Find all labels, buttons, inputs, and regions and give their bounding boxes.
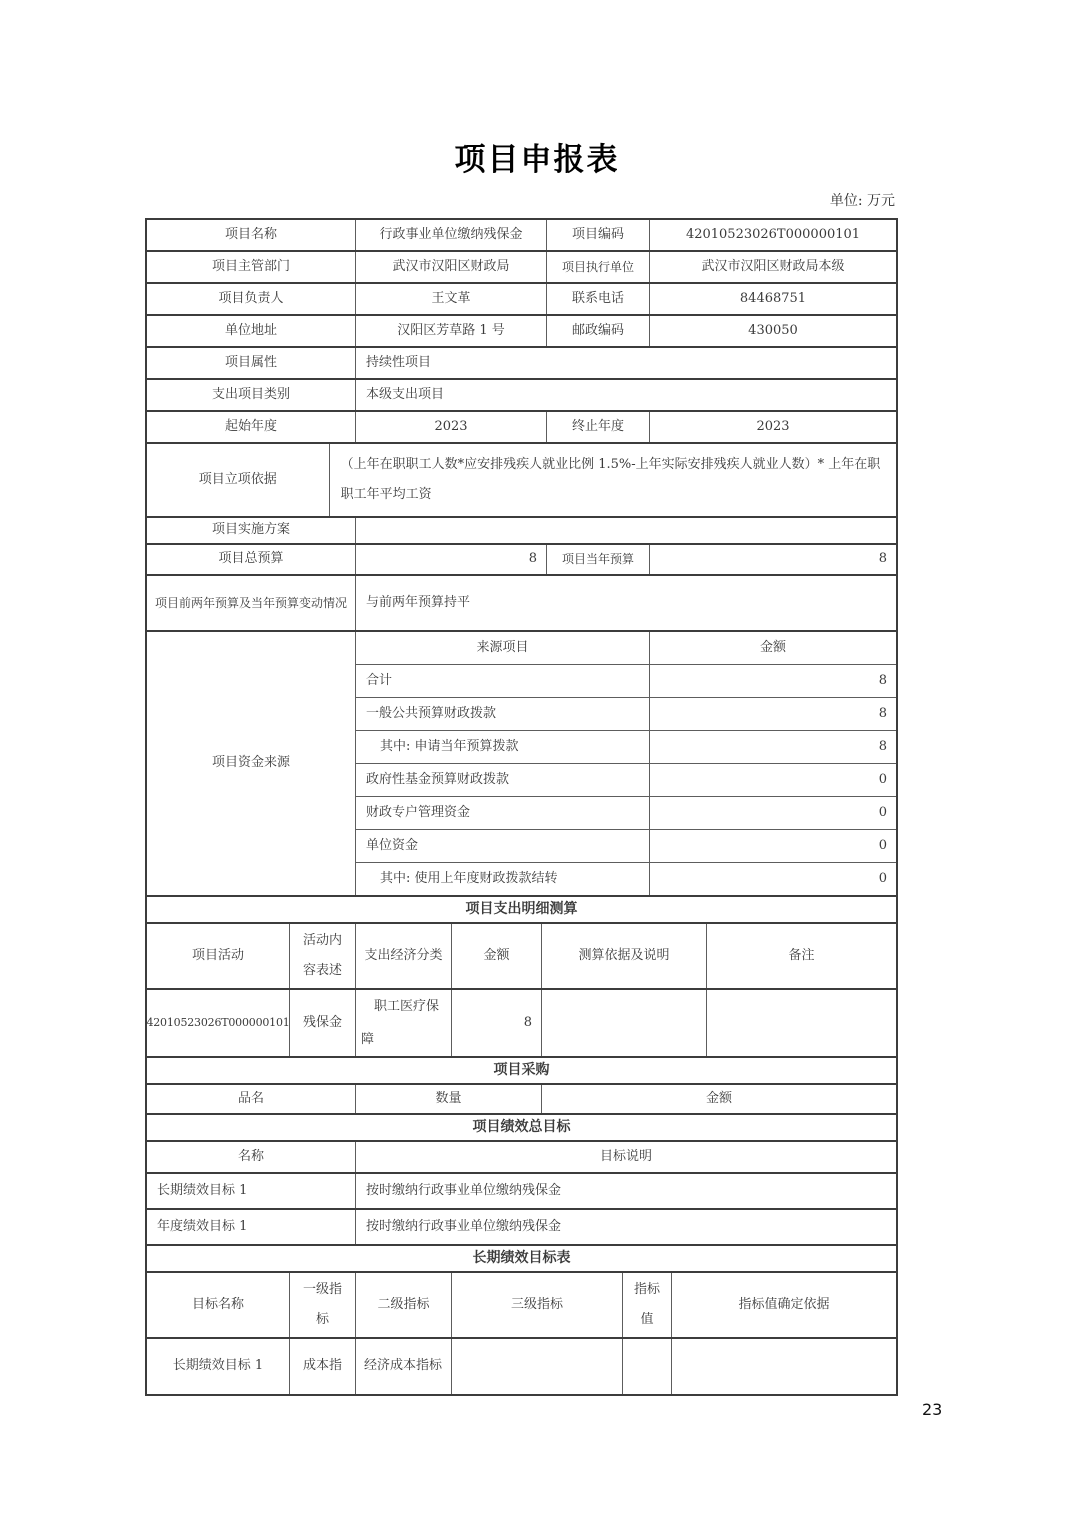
table-row: [147, 518, 896, 545]
funding-source-name: 其中: 使用上年度财政拨款结转: [356, 863, 650, 895]
expenditure-category-label: 支出项目类别: [147, 380, 356, 410]
funding-header-row: [356, 632, 896, 665]
longterm-table-title: 长期绩效目标表: [472, 1249, 571, 1266]
indicator-value-cell: [623, 1339, 672, 1394]
procurement-title: 项目采购: [493, 1061, 550, 1078]
target-name-header: 目标名称: [147, 1273, 290, 1337]
project-attribute-value: 持续性项目: [366, 354, 432, 370]
address-value: 汉阳区芳草路 1 号: [356, 316, 547, 346]
project-name-value: 行政事业单位缴纳残保金: [356, 220, 547, 250]
funding-source-name: 一般公共预算财政拨款: [356, 698, 650, 730]
funding-source-name: 其中: 申请当年预算拨款: [356, 731, 650, 763]
project-basis-value: [330, 444, 896, 516]
longterm-data-row: [147, 1339, 896, 1394]
annual-goal-name: 年度绩效目标 1: [147, 1210, 356, 1244]
note-header: 备注: [788, 947, 815, 963]
goal-name-header: 名称: [147, 1142, 356, 1172]
supervisor-dept-label: 项目主管部门: [147, 252, 356, 282]
activity-content-header: 活动内容表述: [290, 924, 356, 988]
address-label: 单位地址: [147, 316, 356, 346]
funding-row: [356, 797, 896, 830]
calc-basis-value: [542, 990, 707, 1056]
page-title: 项目申报表: [454, 142, 620, 178]
level1-indicator-value: 成本指: [290, 1339, 356, 1394]
funding-row: [356, 731, 896, 764]
table-row: [147, 1058, 896, 1085]
project-basis-text: （上年在职职工人数*应安排残疾人就业比例 1.5%-上年实际安排残疾人就业人数）* 上年在职职工年平均工资: [340, 457, 881, 502]
implementation-plan-label: 项目实施方案: [147, 518, 356, 543]
funding-row: [356, 698, 896, 731]
longterm-goal-name: 长期绩效目标 1: [147, 1174, 356, 1208]
supervisor-dept-value: 武汉市汉阳区财政局: [356, 252, 547, 282]
funding-amount-header: 金额: [759, 639, 786, 655]
performance-header-row: [147, 1142, 896, 1174]
expenditure-detail-title: 项目支出明细测算: [465, 900, 578, 917]
note-value: [707, 990, 896, 1056]
level3-indicator-header: 三级指标: [452, 1273, 623, 1337]
goal-desc-header: 目标说明: [599, 1148, 652, 1164]
calc-basis-header: 测算依据及说明: [542, 924, 707, 988]
project-name-label: 项目名称: [147, 220, 356, 250]
procurement-header-row: [147, 1085, 896, 1115]
table-row: [147, 576, 896, 632]
item-name-header: 品名: [147, 1085, 356, 1113]
current-year-budget-value: 8: [878, 551, 887, 567]
funding-amount: 0: [878, 804, 887, 820]
level2-indicator-value: 经济成本指标: [356, 1339, 452, 1394]
table-row: [147, 412, 896, 444]
funding-source-name: 财政专户管理资金: [356, 797, 650, 829]
executing-unit-value: 武汉市汉阳区财政局本级: [701, 258, 845, 274]
quantity-header: 数量: [356, 1085, 542, 1113]
table-row: [147, 545, 896, 576]
longterm-goal-desc: 按时缴纳行政事业单位缴纳残保金: [366, 1182, 562, 1198]
implementation-plan-value: [356, 518, 896, 543]
activity-value: 42010523026T000000101: [147, 990, 290, 1056]
funding-source-name: 单位资金: [356, 830, 650, 862]
table-row: [147, 220, 896, 252]
funding-amount: 8: [878, 738, 887, 754]
unit-note: 单位: 万元: [829, 193, 895, 209]
level1-indicator-header: 一级指标: [290, 1273, 356, 1337]
application-form-table: [145, 218, 898, 1396]
economic-category-value: [356, 990, 452, 1056]
funding-source-subtable: [356, 632, 896, 895]
total-budget-value: 8: [356, 545, 547, 574]
phone-value: 84468751: [739, 290, 807, 306]
funding-amount: 0: [878, 771, 887, 787]
amount-header: 金额: [452, 924, 542, 988]
executing-unit-label: 项目执行单位: [547, 252, 650, 282]
expenditure-category-value: 本级支出项目: [366, 386, 445, 402]
table-row: [147, 316, 896, 348]
project-leader-value: 王文革: [356, 284, 547, 314]
table-row: [147, 444, 896, 518]
postcode-label: 邮政编码: [547, 316, 650, 346]
total-budget-label: 项目总预算: [147, 545, 356, 574]
funding-amount: 0: [878, 870, 887, 886]
performance-goal-row: [147, 1174, 896, 1210]
activity-content-value: 残保金: [290, 990, 356, 1056]
level2-indicator-header: 二级指标: [356, 1273, 452, 1337]
funding-row: [356, 863, 896, 895]
indicator-basis-header: 指标值确定依据: [738, 1296, 830, 1312]
expenditure-detail-header-row: [147, 924, 896, 990]
funding-row: [356, 665, 896, 698]
performance-goal-title: 项目绩效总目标: [472, 1118, 571, 1135]
end-year-label: 终止年度: [547, 412, 650, 442]
project-attribute-label: 项目属性: [147, 348, 356, 378]
project-basis-label: 项目立项依据: [147, 444, 330, 516]
performance-goal-row: [147, 1210, 896, 1246]
activity-header: 项目活动: [147, 924, 290, 988]
target-name-value: 长期绩效目标 1: [147, 1339, 290, 1394]
economic-category-text: 职工医疗保障: [361, 999, 440, 1047]
project-leader-label: 项目负责人: [147, 284, 356, 314]
funding-source-label: 项目资金来源: [147, 632, 356, 895]
table-row: [147, 1115, 896, 1142]
start-year-label: 起始年度: [147, 412, 356, 442]
funding-row: [356, 830, 896, 863]
end-year-value: 2023: [756, 418, 790, 434]
funding-source-header: 来源项目: [356, 632, 650, 664]
project-code-label: 项目编码: [547, 220, 650, 250]
current-year-budget-label: 项目当年预算: [547, 545, 650, 574]
expenditure-detail-data-row: [147, 990, 896, 1058]
project-code-value: 42010523026T000000101: [685, 226, 861, 242]
funding-source-name: 合计: [356, 665, 650, 697]
table-row: [147, 252, 896, 284]
table-row: [147, 897, 896, 924]
funding-source-name: 政府性基金预算财政拨款: [356, 764, 650, 796]
funding-amount: 0: [878, 837, 887, 853]
funding-row: [356, 764, 896, 797]
indicator-basis-value: [672, 1339, 896, 1394]
start-year-value: 2023: [356, 412, 547, 442]
budget-change-label: 项目前两年预算及当年预算变动情况: [147, 576, 356, 630]
longterm-header-row: [147, 1273, 896, 1339]
table-row: [147, 380, 896, 412]
funding-amount: 8: [878, 705, 887, 721]
amount-value: 8: [452, 990, 542, 1056]
level3-indicator-value: [452, 1339, 623, 1394]
table-row: [147, 348, 896, 380]
annual-goal-desc: 按时缴纳行政事业单位缴纳残保金: [366, 1218, 562, 1234]
postcode-value: 430050: [748, 322, 798, 338]
indicator-value-header: 指标值: [623, 1273, 672, 1337]
funding-amount: 8: [878, 672, 887, 688]
phone-label: 联系电话: [547, 284, 650, 314]
table-row: [147, 1246, 896, 1273]
economic-category-header: 支出经济分类: [356, 924, 452, 988]
budget-change-value: 与前两年预算持平: [366, 594, 471, 610]
procurement-amount-header: 金额: [705, 1090, 732, 1106]
table-row: [147, 284, 896, 316]
funding-source-block: [147, 632, 896, 897]
page-number: 23: [922, 1400, 943, 1419]
